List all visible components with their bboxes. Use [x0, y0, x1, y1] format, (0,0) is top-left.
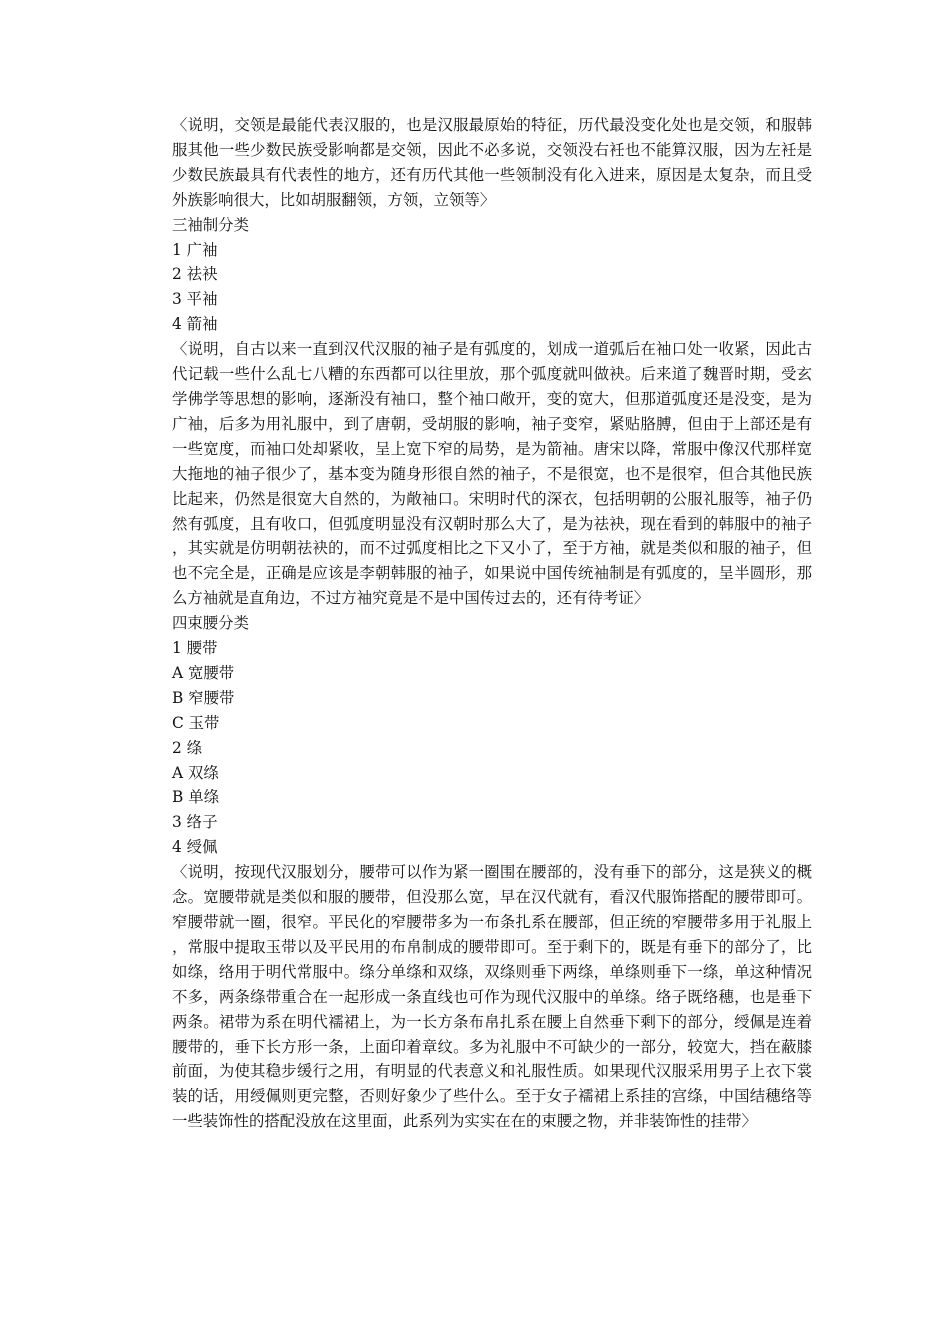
list-item-shoupei: 4 绶佩	[172, 838, 218, 857]
list-subitem-jade-belt: C 玉带	[172, 713, 220, 732]
list-item-qumei-sleeve: 2 祛袂	[172, 265, 218, 284]
note-collar-paragraph: 〈说明，交领是最能代表汉服的，也是汉服最原始的特征，历代最没变化处也是交领，和服韩服其他一些少数民族受影响都是交领，因此不必多说，交领没右衽也不能算汉服，因为左衽是少数民族最具有代表性的地方，还有历代其他一些领制没有化入进来，原因是太复杂，而且受外族影响很大，比如胡服翻领，方领，立领等〉	[172, 116, 812, 209]
list-item-luozi: 3 络子	[172, 813, 218, 832]
heading-sleeve-classification: 三袖制分类	[172, 215, 249, 234]
list-subitem-narrow-belt: B 窄腰带	[172, 688, 235, 707]
list-subitem-wide-belt: A 宽腰带	[172, 663, 235, 682]
note-waist-paragraph: 〈说明，按现代汉服划分，腰带可以作为紧一圈围在腰部的，没有垂下的部分，这是狭义的概念。宽腰带就是类似和服的腰带，但没那么宽，早在汉代就有，看汉代服饰搭配的腰带即可。窄腰带就一圈，很窄。平民化的窄腰带多为一布条扎系在腰部，但正统的窄腰带多用于礼服上，常服中提取玉带以及平民用的布帛制成的腰带即可。至于剩下的，既是有垂下的部分了，比如绦，络用于明代常服中。绦分单绦和双绦，双绦则垂下两绦，单绦则垂下一绦，单这种情况不多，两条绦带重合在一起形成一条直线也可作为现代汉服中的单绦。络子既络穗，也是垂下两条。裙带为系在明代襦裙上，为一长方条布帛扎系在腰上自然垂下剩下的部分，绶佩是连着腰带的，垂下长方形一条，上面印着章纹。多为礼服中不可缺少的一部分，较宽大，挡在蔽膝前面，为使其稳步缓行之用，有明显的代表意义和礼服性质。如果现代汉服采用男子上衣下裳装的话，用绶佩则更完整，否则好象少了些什么。至于女子襦裙上系挂的宫绦，中国结穗络等一些装饰性的搭配没放在这里面，此系列为实实在在的束腰之物，并非装饰性的挂带〉	[172, 863, 812, 1131]
list-item-arrow-sleeve: 4 箭袖	[172, 315, 218, 334]
list-item-flat-sleeve: 3 平袖	[172, 290, 218, 309]
list-subitem-double-tao: A 双绦	[172, 763, 219, 782]
list-item-tao: 2 绦	[172, 738, 203, 757]
heading-waist-classification: 四束腰分类	[172, 614, 249, 633]
list-item-belt: 1 腰带	[172, 639, 218, 658]
document-body	[172, 113, 812, 1134]
list-subitem-single-tao: B 单绦	[172, 788, 219, 807]
list-item-wide-sleeve: 1 广袖	[172, 240, 218, 259]
note-sleeve-paragraph: 〈说明，自古以来一直到汉代汉服的袖子是有弧度的，划成一道弧后在袖口处一收紧，因此古代记载一些什么乱七八糟的东西都可以往里放，那个弧度就叫做袂。后来道了魏晋时期，受玄学佛学等思想的影响，逐渐没有袖口，整个袖口敞开，变的宽大，但那道弧度还是没变，是为广袖，后多为用礼服中，到了唐朝，受胡服的影响，袖子变窄，紧贴胳膊，但由于上部还是有一些宽度，而袖口处却紧收，呈上宽下窄的局势，是为箭袖。唐宋以降，常服中像汉代那样宽大拖地的袖子很少了，基本变为随身形很自然的袖子，不是很宽，也不是很窄，但合其他民族比起来，仍然是很宽大自然的，为敞袖口。宋明时代的深衣，包括明朝的公服礼服等，袖子仍然有弧度，且有收口，但弧度明显没有汉朝时那么大了，是为祛袂，现在看到的韩服中的袖子，其实就是仿明朝祛袂的，而不过弧度相比之下又小了，至于方袖，就是类似和服的袖子，但也不完全是，正确是应该是李朝韩服的袖子，如果说中国传统袖制是有弧度的，呈半圆形，那么方袖就是直角边，不过方袖究竟是不是中国传过去的，还有待考证〉	[172, 340, 812, 608]
